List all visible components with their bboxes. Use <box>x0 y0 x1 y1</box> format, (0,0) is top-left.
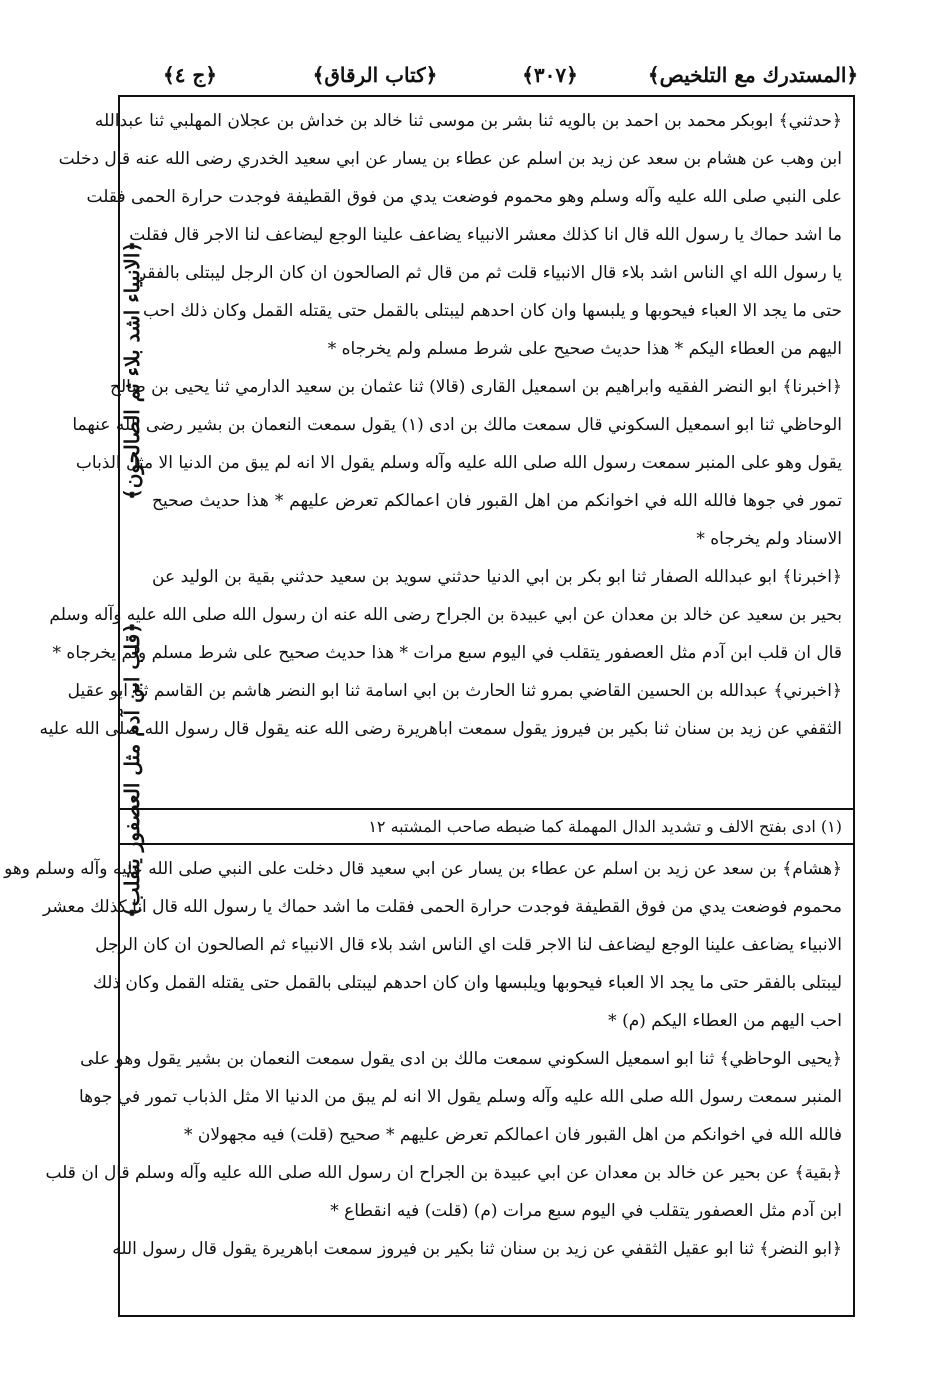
text-line: على النبي صلى الله عليه وآله وسلم وهو محموم فوضعت يدي من فوق القطيفة فوجدت حرارة الحمى فقلت <box>86 187 842 207</box>
talkhis-line: ﴿يحيى الوحاظي﴾ ثنا ابو اسمعيل السكوني سمعت مالك بن ادى يقول سمعت النعمان بن بشير يقول وهو على <box>80 1049 842 1069</box>
talkhis-line: المنبر سمعت رسول الله صلى الله عليه وآله وسلم يقول الا انه لم يبق من الدنيا الا مثل الذباب تمور في جوها <box>78 1087 842 1107</box>
text-line: يا رسول الله اي الناس اشد بلاء قال الانبياء قلت ثم من قال ثم الصالحون ان كان الرجل ليبتلى بالفقر <box>138 263 842 283</box>
talkhis-line: ﴿هشام﴾ بن سعد عن زيد بن اسلم عن عطاء بن يسار عن ابي سعيد قال دخلت على النبي صلى الله عليه وآله وسلم وهو <box>4 859 842 879</box>
margin-note-heart: ﴿قلب ابن آدم مثل العصفور يتقلب﴾ <box>120 622 144 918</box>
text-line: حتى ما يجد الا العباء فيحوبها و يلبسها وان كان احدهم ليبتلى بالقمل حتى يقتله القمل وكان ذلك احب <box>142 301 842 321</box>
text-line: يقول وهو على المنبر سمعت رسول الله صلى الله عليه وآله وسلم يقول الا انه لم يبق من الدنيا الا مثل الذباب <box>75 453 842 473</box>
talkhis-line: ابن آدم مثل العصفور يتقلب في اليوم سبع مرات (م) (قلت) فيه انقطاع * <box>330 1201 842 1221</box>
text-line: اليهم من العطاء اليكم * هذا حديث صحيح على شرط مسلم ولم يخرجاه * <box>327 339 842 359</box>
text-line: ﴿حدثني﴾ ابوبكر محمد بن احمد بن بالويه ثنا بشر بن موسى ثنا خالد بن خداش بن عجلان المهلبي ثنا عبدالله <box>94 111 842 131</box>
text-line: ما اشد حماك يا رسول الله قال انا كذلك معشر الانبياء يضاعف علينا الوجع ليضاعف لنا الاجر قال فقلت <box>129 225 842 245</box>
text-line: الوحاظي ثنا ابو اسمعيل السكوني قال سمعت مالك بن ادى (١) يقول سمعت النعمان بن بشير رضى الله عنهما <box>72 415 842 435</box>
talkhis-text-block <box>4 850 842 1268</box>
text-line: قال ان قلب ابن آدم مثل العصفور يتقلب في اليوم سبع مرات * هذا حديث صحيح على شرط مسلم ولم يخرجاه * <box>52 643 842 663</box>
talkhis-line: محموم فوضعت يدي من فوق القطيفة فوجدت حرارة الحمى فقلت ما اشد حماك يا رسول الله قال انا كذلك معشر <box>42 897 842 917</box>
footnote-block <box>152 812 842 842</box>
text-line: الاسناد ولم يخرجاه * <box>696 529 842 549</box>
volume-label: ﴿ج ٤﴾ <box>162 63 218 87</box>
text-line: ﴿اخبرني﴾ عبدالله بن الحسين القاضي بمرو ثنا الحارث بن ابي اسامة ثنا ابو النضر هاشم بن القاسم ثنا ابو عقيل <box>67 681 842 701</box>
talkhis-line: ﴿ابو النضر﴾ ثنا ابو عقيل الثقفي عن زيد بن سنان ثنا بكير بن فيروز سمعت اباهريرة يقول قال رسول الله <box>112 1239 842 1259</box>
text-line: الثقفي عن زيد بن سنان ثنا بكير بن فيروز يقول سمعت اباهريرة رضى الله عنه يقول قال رسول الله صلى الله عليه <box>39 719 842 739</box>
talkhis-line: احب اليهم من العطاء اليكم (م) * <box>608 1011 842 1031</box>
section-title: ﴿كتاب الرقاق﴾ <box>312 63 438 87</box>
talkhis-divider <box>120 843 853 845</box>
page-number: ﴿٣٠٧﴾ <box>522 63 578 87</box>
text-line: بحير بن سعيد عن خالد بن معدان عن ابي عبيدة بن الجراح رضى الله عنه ان رسول الله صلى الله عليه وآله وسلم <box>49 605 842 625</box>
text-line: ابن وهب عن هشام بن سعد عن زيد بن اسلم عن عطاء بن يسار عن ابي سعيد الخدري رضى الله عنه قال دخلت <box>58 149 842 169</box>
text-line: ﴿اخبرنا﴾ ابو النضر الفقيه وابراهيم بن اسمعيل القارى (قالا) ثنا عثمان بن سعيد الدارمي ثنا يحيى بن صالح <box>110 377 842 397</box>
footnote-divider <box>120 808 853 810</box>
talkhis-line: ليبتلى بالفقر حتى ما يجد الا العباء فيحوبها ويلبسها وان كان احدهم ليبتلى بالقمل حتى يقتله القمل وكان ذلك <box>92 973 842 993</box>
footnote-line: (١) ادى بفتح الالف و تشديد الدال المهملة كما ضبطه صاحب المشتبه ١٢ <box>368 817 842 836</box>
margin-note-prophets: ﴿الانبياء اشد بلاء ثم الصالحون﴾ <box>120 240 144 500</box>
talkhis-line: فالله الله في اخوانكم من اهل القبور فان اعمالكم تعرض عليهم * صحيح (قلت) فيه مجهولان * <box>184 1125 842 1145</box>
text-line: تمور في جوها فالله الله في اخوانكم من اهل القبور فان اعمالكم تعرض عليهم * هذا حديث صحيح <box>152 491 842 511</box>
text-line: ﴿اخبرنا﴾ ابو عبدالله الصفار ثنا ابو بكر بن ابي الدنيا حدثني سويد بن سعيد حدثني بقية بن الوليد عن <box>152 567 842 587</box>
talkhis-line: ﴿بقية﴾ عن بحير عن خالد بن معدان عن ابي عبيدة بن الجراح ان رسول الله صلى الله عليه وآله وسلم قال ان قلب <box>45 1163 842 1183</box>
book-title: ﴿المستدرك مع التلخيص﴾ <box>647 63 859 87</box>
talkhis-line: الانبياء يضاعف علينا الوجع ليضاعف لنا الاجر قلت اي الناس اشد بلاء قال الانبياء ثم الصالحون ان كان الرجل <box>95 935 842 955</box>
